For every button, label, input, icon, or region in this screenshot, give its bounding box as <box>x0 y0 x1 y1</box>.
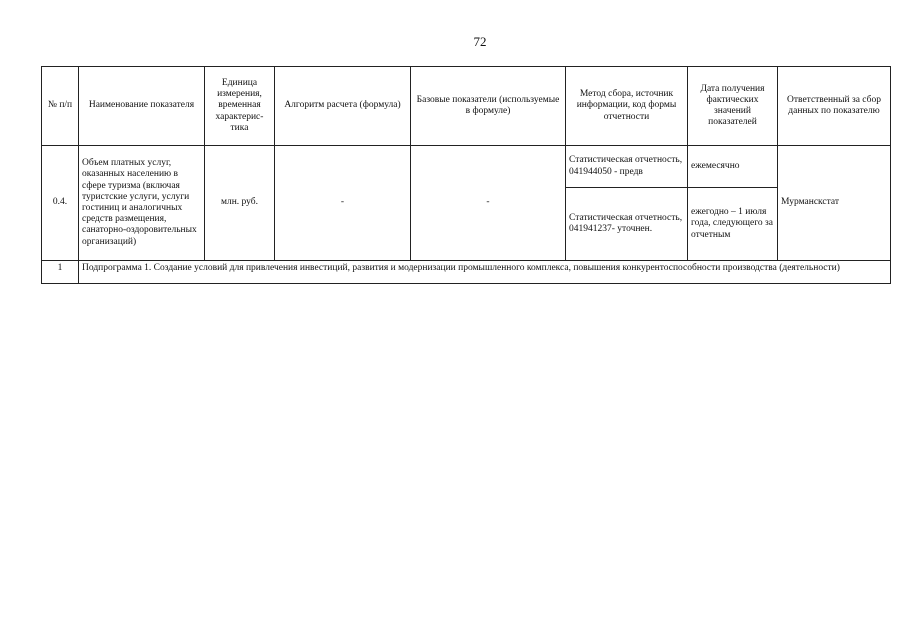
header-unit: Единица измерения, временная характерис-тика <box>205 67 275 146</box>
row-method-2: Статистическая отчетность, 041941237- уточнен. <box>566 188 688 261</box>
header-algorithm: Алгоритм расчета (формула) <box>275 67 411 146</box>
page-number: 72 <box>473 34 487 49</box>
row-responsible: Мурманскстат <box>778 146 891 261</box>
row-date-2: ежегодно – 1 июля года, следующего за отчетным <box>688 188 778 261</box>
row-date-1: ежемесячно <box>688 146 778 188</box>
row-name: Объем платных услуг, оказанных населению в сфере туризма (включая туристские услуги, услуги гостиниц и аналогичных средств размещения, санаторно-оздоровительных организаций) <box>79 146 205 261</box>
row-num: 0.4. <box>42 146 79 261</box>
table-row <box>42 146 891 188</box>
header-responsible: Ответственный за сбор данных по показателю <box>778 67 891 146</box>
subprogram-text: Подпрограмма 1. Создание условий для привлечения инвестиций, развития и модернизации промышленного комплекса, повышения конкурентоспособности производства (деятельности) <box>79 261 891 284</box>
subprogram-row <box>42 261 891 284</box>
header-num: № п/п <box>42 67 79 146</box>
row-unit: млн. руб. <box>205 146 275 261</box>
indicator-table <box>41 66 891 284</box>
table-header-row <box>42 67 891 146</box>
header-base: Базовые показатели (используемые в формуле) <box>411 67 566 146</box>
subprogram-num: 1 <box>42 261 79 284</box>
header-method: Метод сбора, источник информации, код формы отчетности <box>566 67 688 146</box>
header-date: Дата получения фактических значений показателей <box>688 67 778 146</box>
row-base: - <box>411 146 566 261</box>
header-name: Наименование показателя <box>79 67 205 146</box>
row-method-1: Статистическая отчетность, 041944050 - предв <box>566 146 688 188</box>
row-algorithm: - <box>275 146 411 261</box>
